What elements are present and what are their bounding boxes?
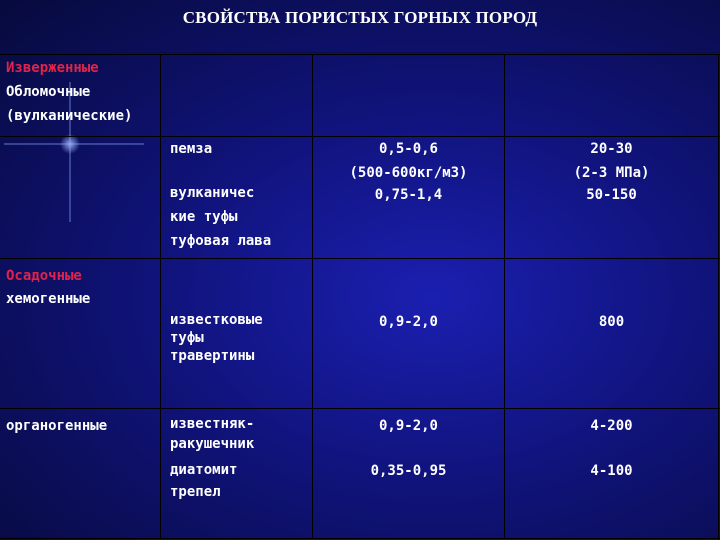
table-rule: [0, 52, 720, 53]
rock-name: травертины: [170, 348, 255, 364]
strength-value: 800: [598, 314, 625, 330]
category-label: Изверженные: [6, 60, 99, 76]
category-label: Осадочные: [6, 268, 82, 284]
rock-name: вулканичес: [170, 185, 255, 201]
density-value: 0,35-0,95: [370, 463, 447, 479]
density-value: 0,75-1,4: [374, 187, 443, 203]
density-value: 0,9-2,0: [378, 314, 438, 330]
page-title: СВОЙСТВА ПОРИСТЫХ ГОРНЫХ ПОРОД: [182, 8, 538, 27]
table-rule: [160, 54, 161, 538]
category-label: Обломочные: [6, 84, 91, 100]
table-rule: [718, 54, 719, 538]
table-rule: [0, 258, 720, 259]
category-label: органогенные: [6, 418, 108, 434]
table-rule: [0, 538, 720, 539]
density-value: 0,9-2,0: [378, 418, 438, 434]
density-value: (500-600кг/м3): [349, 165, 468, 181]
rock-name: известняк-: [170, 416, 255, 432]
table-rule: [0, 54, 720, 55]
strength-value: 20-30: [590, 141, 633, 157]
rock-name: трепел: [170, 484, 221, 500]
strength-value: 4-200: [590, 418, 633, 434]
density-value: 0,5-0,6: [378, 141, 438, 157]
rock-name: известковые: [170, 312, 263, 328]
strength-value: 4-100: [590, 463, 633, 479]
strength-value: 50-150: [586, 187, 637, 203]
strength-value: (2-3 МПа): [573, 165, 650, 181]
category-label: (вулканические): [6, 108, 133, 124]
category-label: хемогенные: [6, 291, 91, 307]
rock-name: туфовая лава: [170, 233, 272, 249]
rock-name: диатомит: [170, 462, 238, 478]
table-rule: [0, 408, 720, 409]
rock-name: туфы: [170, 330, 204, 346]
rock-name: ракушечник: [170, 436, 255, 452]
rock-name: пемза: [170, 141, 213, 157]
rock-name: кие туфы: [170, 209, 238, 225]
